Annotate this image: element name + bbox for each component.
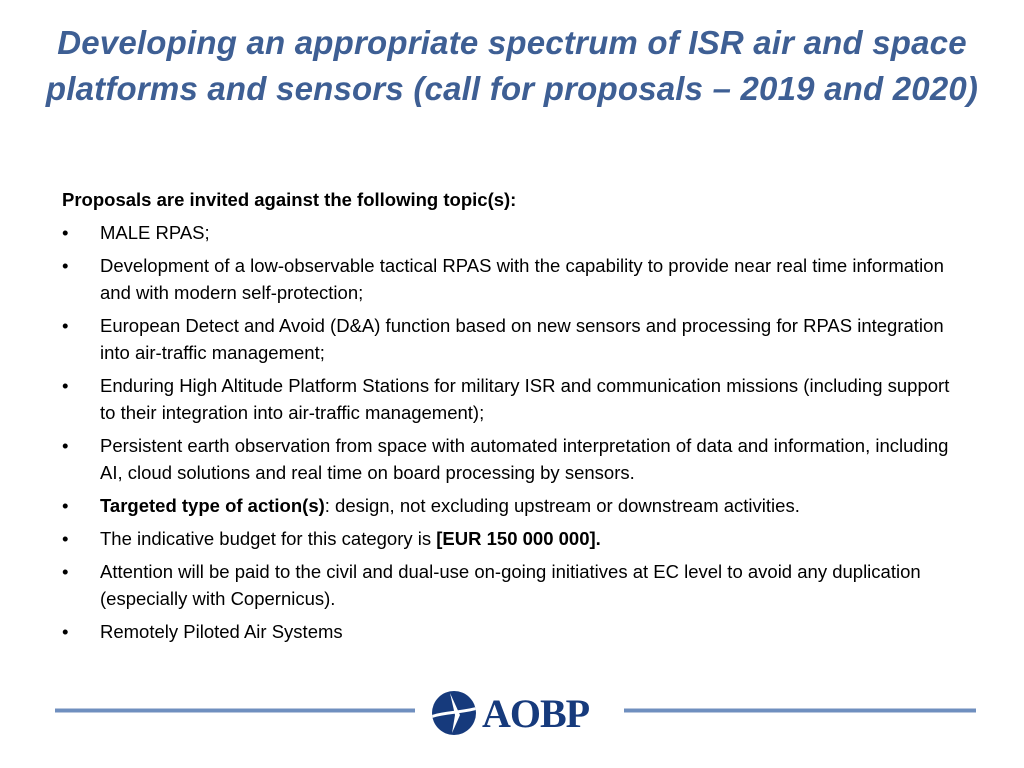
rpas-text: Remotely Piloted Air Systems (100, 621, 343, 642)
footer-rule-left (55, 708, 415, 713)
list-item-rpas (62, 618, 962, 645)
footer-rule-right (624, 708, 976, 713)
list-item-attention (62, 558, 962, 612)
list-item (62, 432, 962, 486)
slide-title: Developing an appropriate spectrum of ISR air and space platforms and sensors (call for proposals – 2019 and 2020) (45, 24, 979, 107)
bullet-icon: • (62, 621, 69, 642)
topic-text: European Detect and Avoid (D&A) function based on new sensors and processing for RPAS integration into air-traffic management; (100, 315, 944, 363)
budget-amount: [EUR 150 000 000]. (436, 528, 601, 549)
topics-intro: Proposals are invited against the following topic(s): (62, 189, 517, 210)
list-item-action-type (62, 492, 962, 519)
topics-list (62, 219, 962, 645)
bullet-icon: • (62, 528, 69, 549)
bullet-icon: • (62, 561, 69, 582)
aobp-logo-text: AOBP (482, 690, 590, 736)
bullet-icon: • (62, 255, 69, 276)
bullet-icon: • (62, 222, 69, 243)
action-type-text: : design, not excluding upstream or downstream activities. (324, 495, 800, 516)
bullet-icon: • (62, 375, 69, 396)
slide-body (62, 186, 962, 651)
topic-text: MALE RPAS; (100, 222, 210, 243)
topic-text: Development of a low-observable tactical RPAS with the capability to provide near real time information and with modern self-protection; (100, 255, 944, 303)
list-item (62, 372, 962, 426)
budget-text: The indicative budget for this category is (100, 528, 437, 549)
list-item-budget (62, 525, 962, 552)
aobp-globe-icon (430, 689, 478, 737)
attention-text: Attention will be paid to the civil and dual-use on-going initiatives at EC level to avoid any duplication (especially with Copernicus). (100, 561, 921, 609)
topic-text: Enduring High Altitude Platform Stations for military ISR and communication missions (including support to their integration into air-traffic management); (100, 375, 950, 423)
list-item (62, 312, 962, 366)
aobp-logo (430, 688, 610, 738)
list-item (62, 252, 962, 306)
topic-text: Persistent earth observation from space with automated interpretation of data and information, including AI, cloud solutions and real time on board processing by sensors. (100, 435, 949, 483)
bullet-icon: • (62, 315, 69, 336)
bullet-icon: • (62, 495, 69, 516)
bullet-icon: • (62, 435, 69, 456)
list-item (62, 219, 962, 246)
action-type-label: Targeted type of action(s) (100, 495, 325, 516)
